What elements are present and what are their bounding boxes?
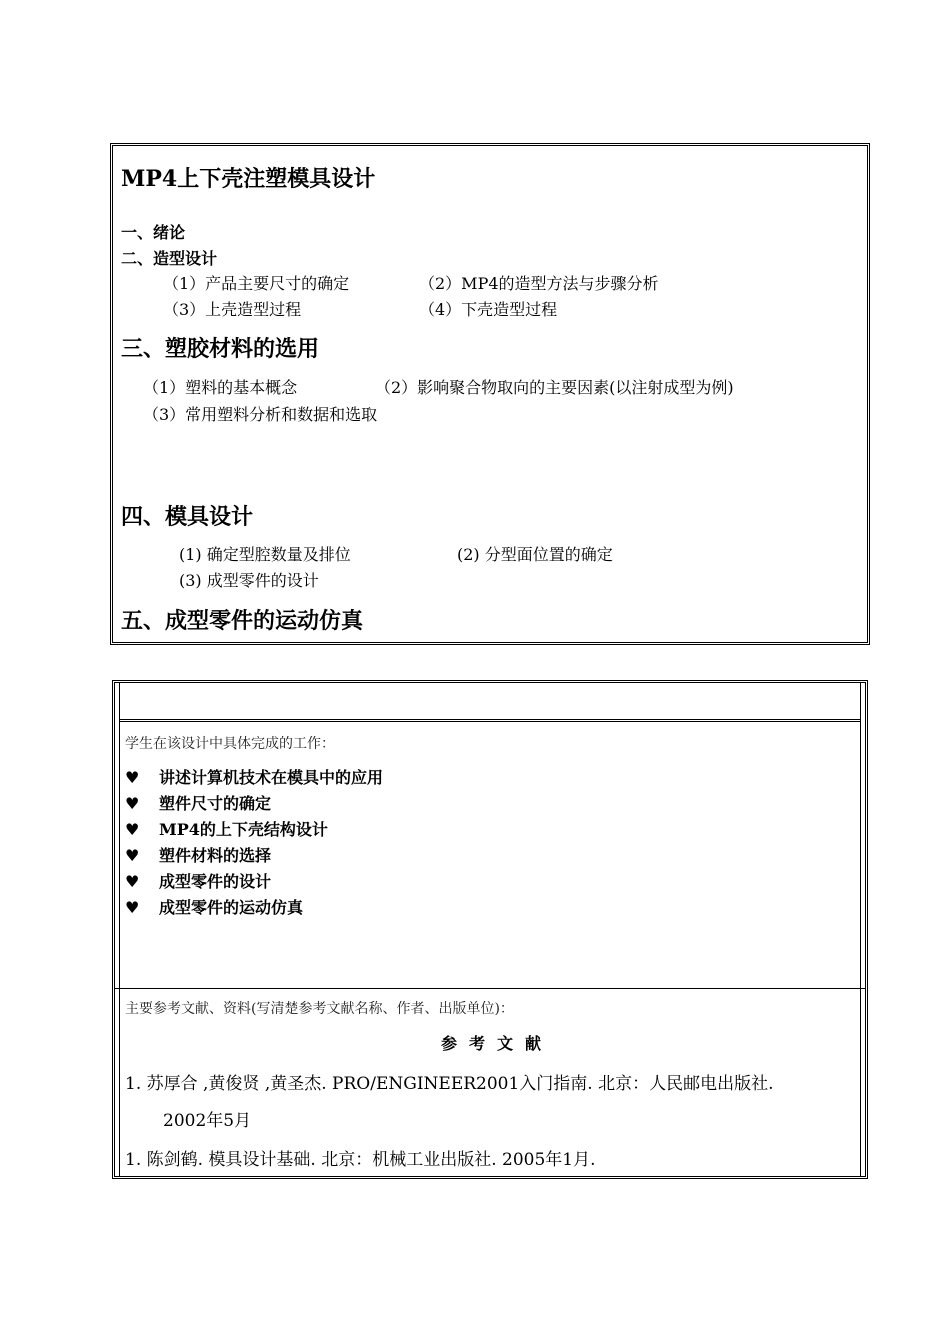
chapter-2-item: （1）产品主要尺寸的确定 xyxy=(163,274,350,293)
chapter-4-item: (3) 成型零件的设计 xyxy=(179,571,319,590)
task-text: MP4的上下壳结构设计 xyxy=(159,820,328,839)
heart-bullet-icon: ♥ xyxy=(125,820,140,839)
task-text: 讲述计算机技术在模具中的应用 xyxy=(159,768,384,787)
chapter-3-item: （2）影响聚合物取向的主要因素(以注射成型为例) xyxy=(375,378,734,397)
task-text: 塑件材料的选择 xyxy=(159,846,272,865)
heart-bullet-icon: ♥ xyxy=(125,768,140,787)
chapter-3-item: （1）塑料的基本概念 xyxy=(143,378,298,397)
heart-bullet-icon: ♥ xyxy=(125,872,140,891)
references-label: 主要参考文献、资料(写清楚参考文献名称、作者、出版单位)： xyxy=(125,1001,514,1017)
chapter-4-item: (1) 确定型腔数量及排位 xyxy=(179,545,351,564)
references-heading: 参考文献 xyxy=(441,1034,554,1053)
task-item xyxy=(125,817,328,840)
task-item xyxy=(125,895,303,918)
work-label: 学生在该设计中具体完成的工作： xyxy=(125,736,335,752)
chapter-2-heading: 二、造型设计 xyxy=(121,249,218,268)
chapter-3-item: （3）常用塑料分析和数据和选取 xyxy=(143,405,378,424)
outline-box xyxy=(110,143,870,645)
reference-2: 1. 陈剑鹤. 模具设计基础. 北京：机械工业出版社. 2005年1月. xyxy=(125,1150,596,1170)
task-item xyxy=(125,765,383,788)
task-item xyxy=(125,791,271,814)
section-divider xyxy=(115,988,865,989)
task-text: 塑件尺寸的确定 xyxy=(159,794,272,813)
chapter-4-item: (2) 分型面位置的确定 xyxy=(457,545,613,564)
chapter-3-heading: 三、塑胶材料的选用 xyxy=(121,336,320,362)
task-item xyxy=(125,843,271,866)
heart-bullet-icon: ♥ xyxy=(125,794,140,813)
heart-bullet-icon: ♥ xyxy=(125,846,140,865)
chapter-2-item: （4）下壳造型过程 xyxy=(419,300,558,319)
inner-left-border xyxy=(119,683,120,1176)
inner-right-border xyxy=(860,683,861,1176)
work-references-box xyxy=(112,680,868,1179)
chapter-1-heading: 一、绪论 xyxy=(121,223,186,242)
header-divider xyxy=(119,719,861,722)
reference-1-line-1: 1. 苏厚合 ,黄俊贤 ,黄圣杰. PRO/ENGINEER2001入门指南. 北京：人民邮电出版社. xyxy=(125,1074,774,1094)
heart-bullet-icon: ♥ xyxy=(125,898,140,917)
task-text: 成型零件的设计 xyxy=(159,872,272,891)
reference-1-line-2: 2002年5月 xyxy=(163,1111,252,1131)
task-item xyxy=(125,869,271,892)
chapter-5-heading: 五、成型零件的运动仿真 xyxy=(121,608,364,634)
chapter-4-heading: 四、模具设计 xyxy=(121,504,254,530)
document-title: MP4上下壳注塑模具设计 xyxy=(121,166,376,192)
chapter-2-item: （2）MP4的造型方法与步骤分析 xyxy=(419,274,659,293)
chapter-2-item: （3）上壳造型过程 xyxy=(163,300,302,319)
task-text: 成型零件的运动仿真 xyxy=(159,898,304,917)
